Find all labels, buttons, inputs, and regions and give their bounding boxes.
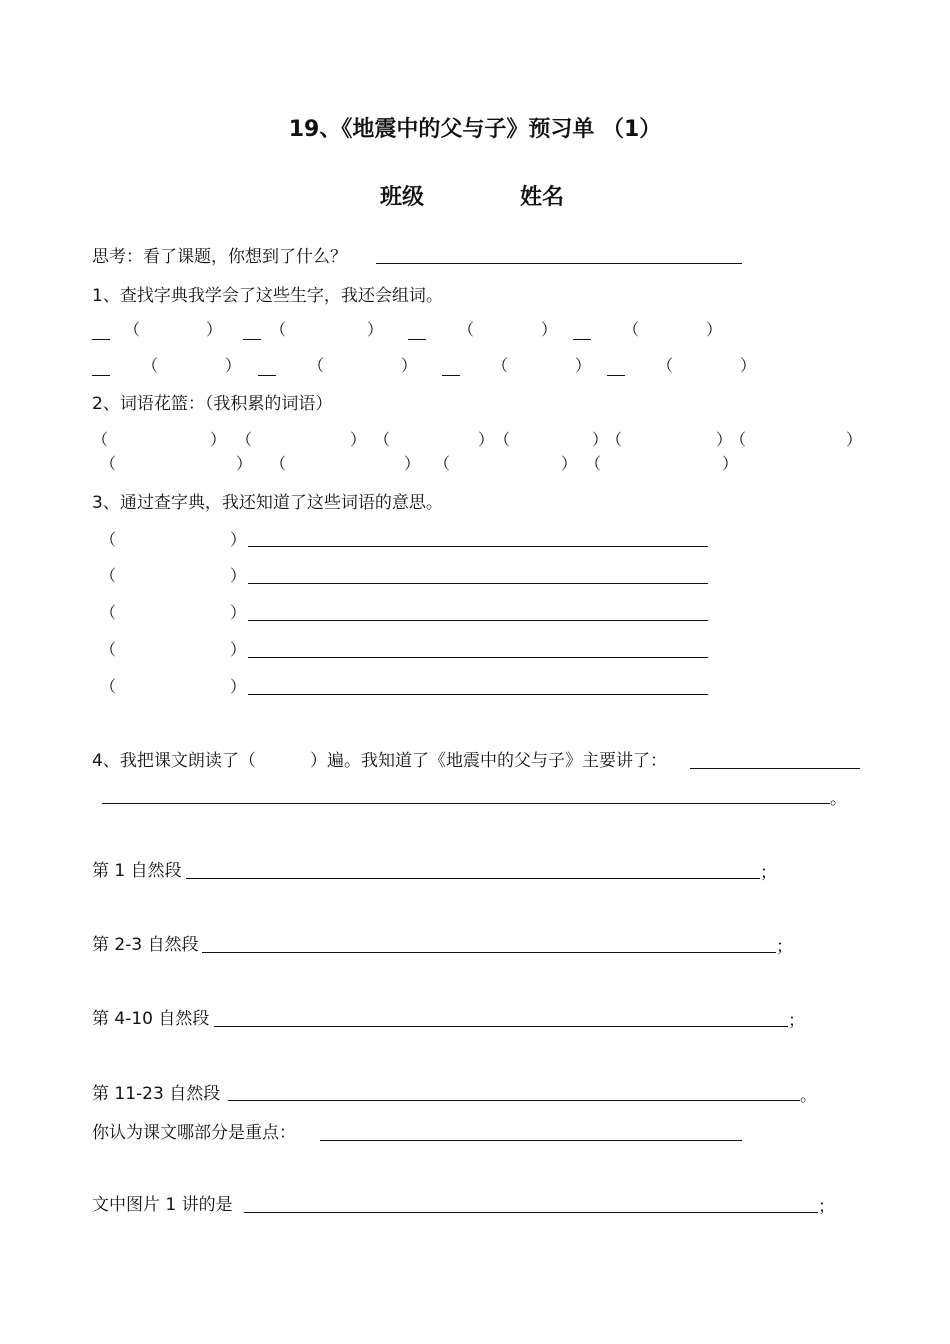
meaning-paren-close: ） [230,566,247,585]
basket-paren-open: （ [494,430,511,449]
summary-period: 。 [830,789,847,809]
meaning-paren-open: （ [100,677,117,696]
picture-end: ； [818,1197,835,1217]
basket-paren-close: ） [592,430,609,449]
meaning-line[interactable] [248,694,708,695]
char-blank[interactable] [258,375,276,376]
word-paren-open: （ [124,320,141,339]
char-blank[interactable] [442,375,460,376]
key-part-line[interactable] [320,1140,742,1141]
basket-paren-close: ） [210,430,227,449]
para-2-end: ； [776,937,793,957]
basket-paren-open: （ [236,430,253,449]
think-label: 思考：看了课题，你想到了什么？ [92,247,347,267]
basket-paren-open: （ [270,454,287,473]
basket-paren-close: ） [404,454,421,473]
meaning-paren-open: （ [100,603,117,622]
word-paren-close: ） [740,356,757,375]
q2-label: 2、词语花篮：（我积累的词语） [92,394,333,414]
meaning-line[interactable] [248,620,708,621]
word-paren-open: （ [458,320,475,339]
para-2-label: 第 2-3 自然段 [92,935,199,955]
basket-paren-close: ） [716,430,733,449]
word-paren-open: （ [657,356,674,375]
para-4-label: 第 11-23 自然段 [92,1084,221,1104]
meaning-paren-open: （ [100,530,117,549]
para-3-line[interactable] [214,1026,788,1027]
word-paren-close: ） [225,356,242,375]
basket-paren-open: （ [606,430,623,449]
basket-paren-open: （ [92,430,109,449]
word-paren-close: ） [575,356,592,375]
q4-label-end: ）遍。我知道了《地震中的父与子》主要讲了： [310,751,667,771]
para-4-end: 。 [800,1086,817,1106]
word-paren-open: （ [142,356,159,375]
word-paren-open: （ [623,320,640,339]
picture-label: 文中图片 1 讲的是 [92,1195,233,1215]
name-label: 姓名 [520,185,565,210]
para-3-label: 第 4-10 自然段 [92,1009,210,1029]
char-blank[interactable] [408,339,426,340]
class-label: 班级 [380,185,425,210]
summary-line-2[interactable] [102,803,830,804]
basket-paren-close: ） [478,430,495,449]
char-blank[interactable] [243,339,261,340]
q4-label-start: 4、我把课文朗读了（ [92,751,256,771]
char-blank[interactable] [607,375,625,376]
word-paren-close: ） [367,320,384,339]
basket-paren-close: ） [561,454,578,473]
meaning-paren-close: ） [230,677,247,696]
picture-line[interactable] [244,1212,818,1213]
basket-paren-open: （ [434,454,451,473]
word-paren-open: （ [492,356,509,375]
page-title: 19、《地震中的父与子》预习单 （1） [288,117,662,142]
basket-paren-close: ） [236,454,253,473]
meaning-line[interactable] [248,546,708,547]
key-part-label: 你认为课文哪部分是重点： [92,1123,296,1143]
word-paren-close: ） [206,320,223,339]
word-paren-open: （ [308,356,325,375]
basket-paren-close: ） [846,430,863,449]
basket-paren-close: ） [350,430,367,449]
basket-paren-open: （ [374,430,391,449]
basket-paren-open: （ [100,454,117,473]
char-blank[interactable] [92,375,110,376]
word-paren-close: ） [401,356,418,375]
char-blank[interactable] [92,339,110,340]
think-answer-line[interactable] [376,263,742,264]
char-blank[interactable] [573,339,591,340]
summary-line-1[interactable] [690,768,860,769]
para-4-line[interactable] [228,1100,800,1101]
para-1-line[interactable] [186,878,760,879]
meaning-paren-open: （ [100,566,117,585]
basket-paren-close: ） [722,454,739,473]
meaning-line[interactable] [248,657,708,658]
para-1-label: 第 1 自然段 [92,861,182,881]
basket-paren-open: （ [730,430,747,449]
basket-paren-open: （ [585,454,602,473]
meaning-line[interactable] [248,583,708,584]
meaning-paren-close: ） [230,603,247,622]
para-2-line[interactable] [202,952,776,953]
word-paren-close: ） [541,320,558,339]
q1-label: 1、查找字典我学会了这些生字，我还会组词。 [92,286,443,306]
meaning-paren-close: ） [230,530,247,549]
meaning-paren-open: （ [100,640,117,659]
meaning-paren-close: ） [230,640,247,659]
word-paren-open: （ [270,320,287,339]
para-1-end: ； [760,863,777,883]
para-3-end: ； [788,1011,805,1031]
word-paren-close: ） [706,320,723,339]
q3-label: 3、通过查字典，我还知道了这些词语的意思。 [92,493,443,513]
